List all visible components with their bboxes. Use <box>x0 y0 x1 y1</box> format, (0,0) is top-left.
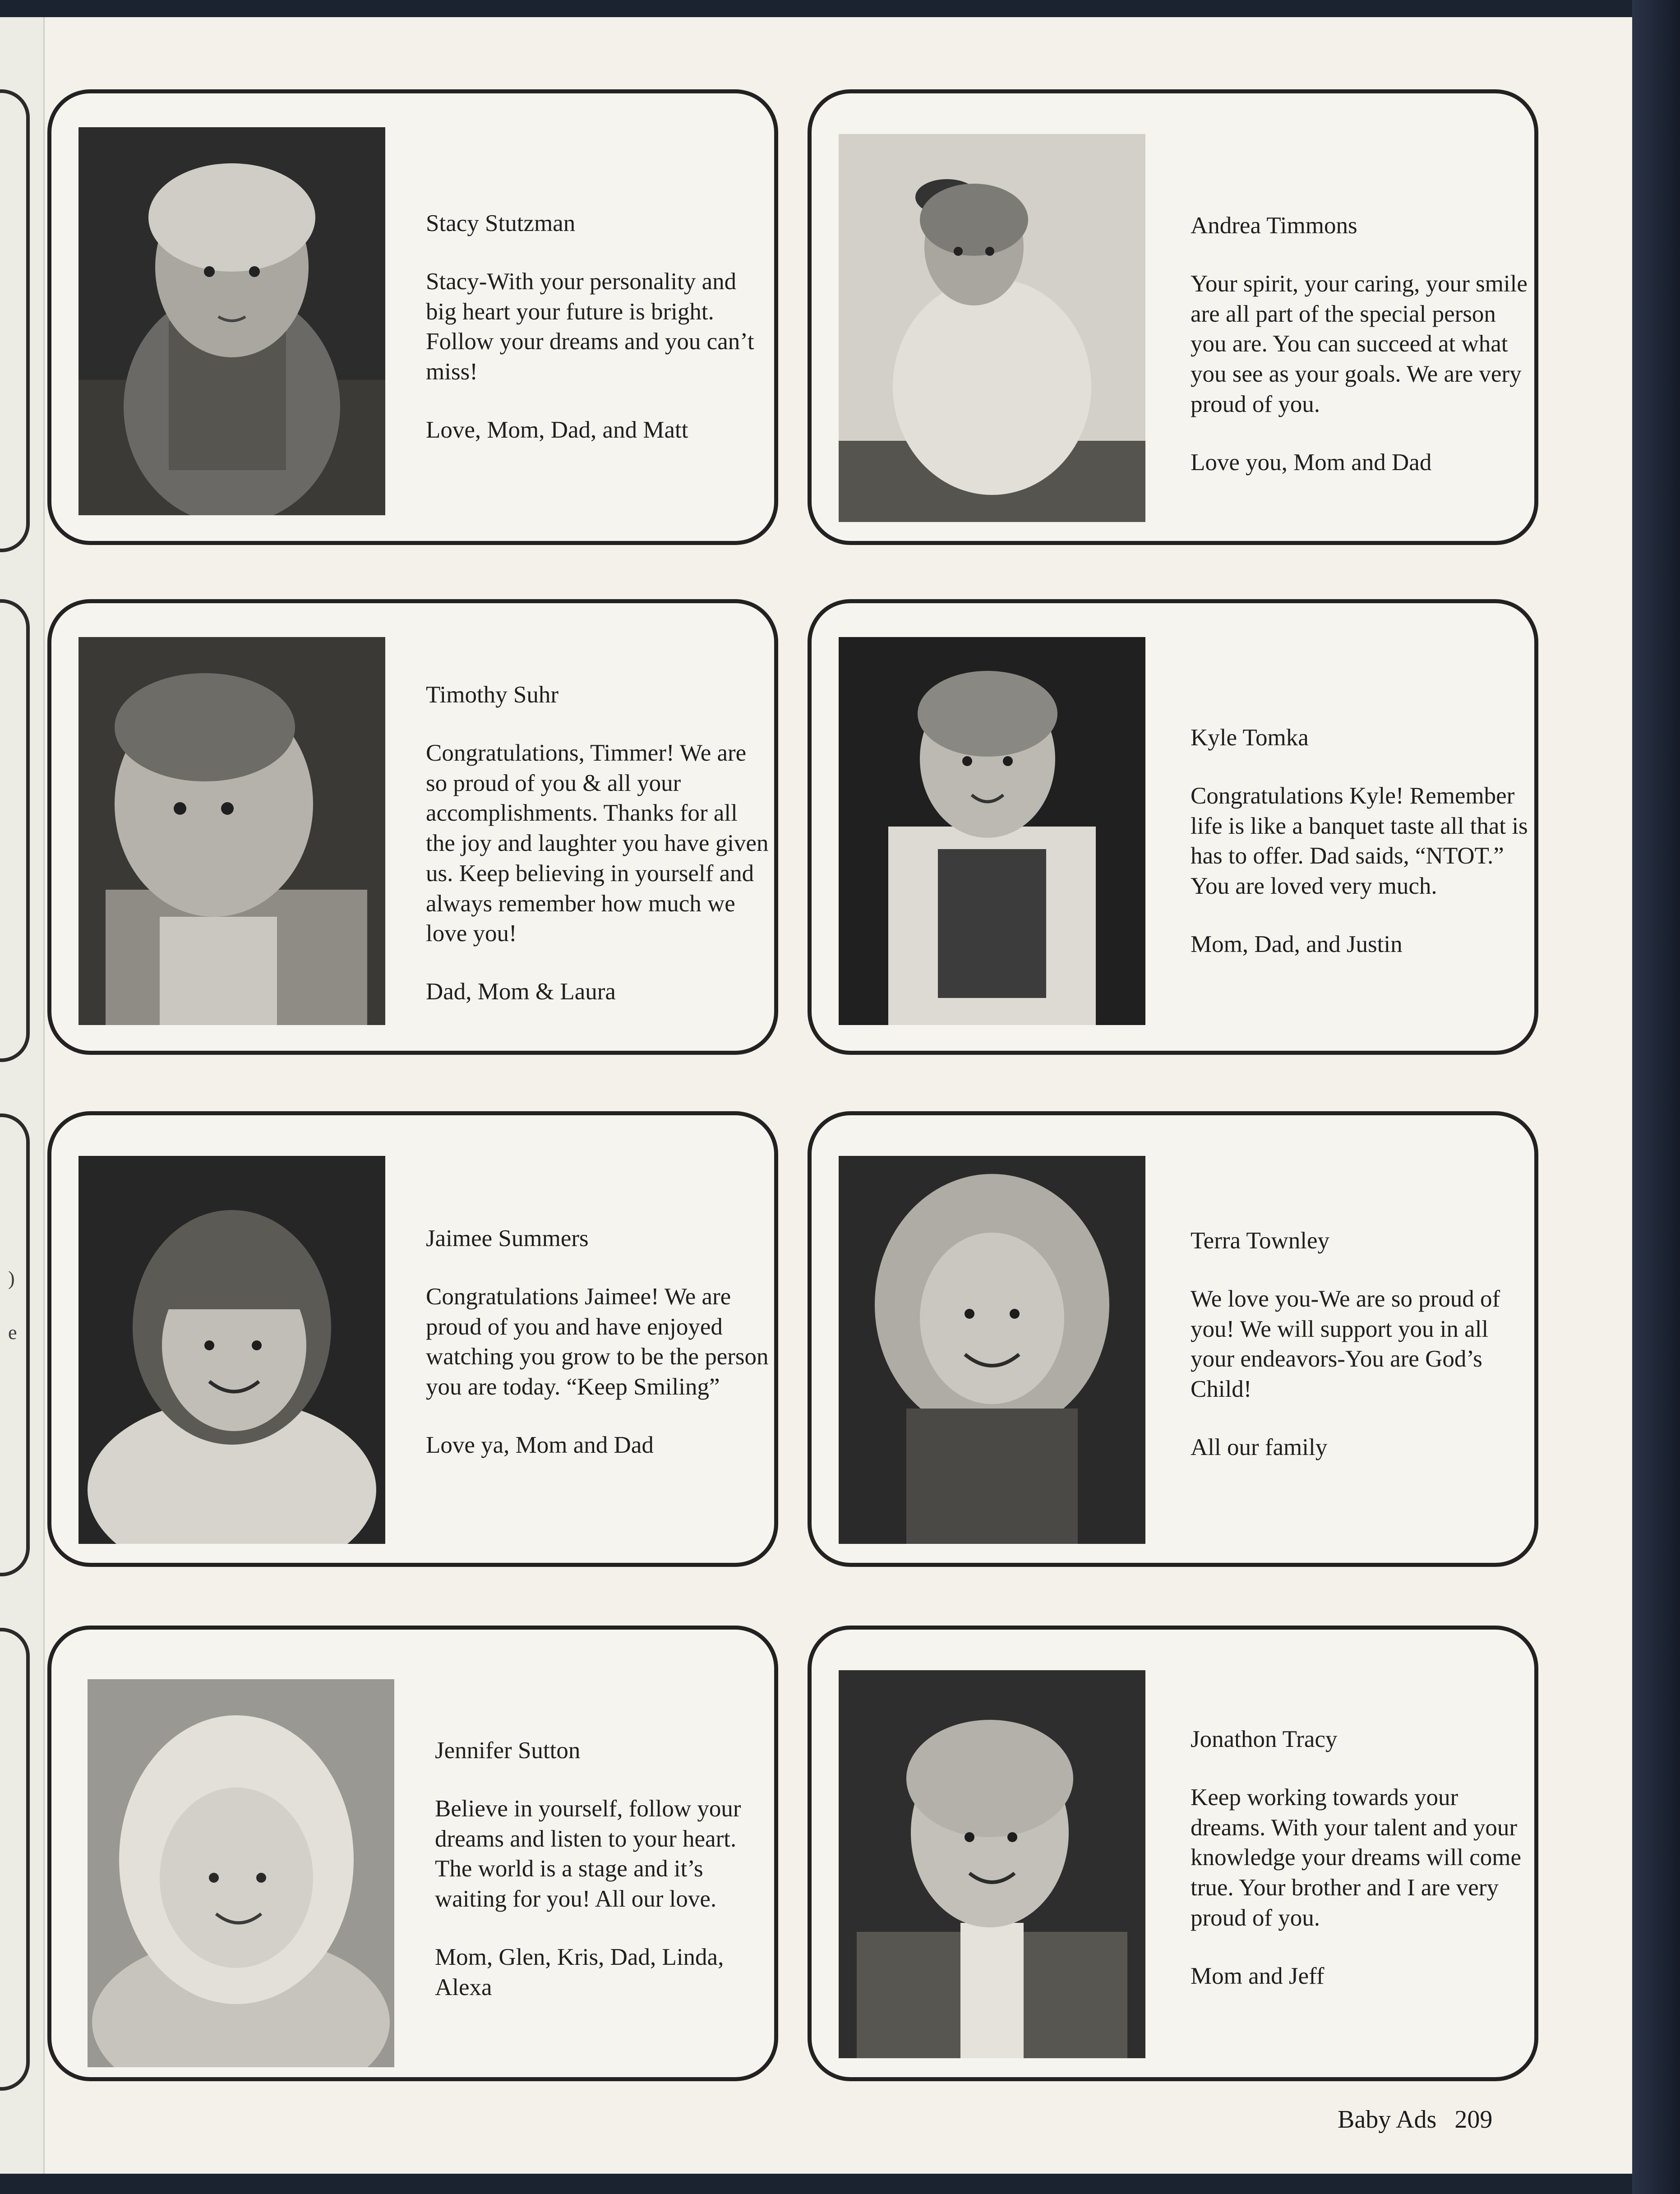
ad-text <box>435 1736 778 2002</box>
child-name: Terra Townley <box>1191 1228 1330 1254</box>
baby-photo <box>839 134 1145 522</box>
baby-ad-card <box>47 1111 778 1567</box>
yearbook-page <box>0 17 1632 2174</box>
child-name: Jaimee Summers <box>426 1225 589 1252</box>
baby-photo <box>88 1679 394 2067</box>
ad-message: Believe in yourself, follow your dreams and listen to your heart. The world is a stage and it’s waiting for you! All our love. <box>435 1795 741 1912</box>
baby-ad-card <box>47 599 778 1055</box>
previous-page-char: ) <box>8 1267 15 1289</box>
ad-message: Congratulations Jaimee! We are proud of you and have enjoyed watching you grow to be the person you are today. “Keep Smiling” <box>426 1283 769 1400</box>
book-binding <box>1632 0 1680 2194</box>
baby-ad-card <box>47 1626 778 2081</box>
baby-photo <box>839 637 1145 1025</box>
ad-text <box>1191 1724 1533 1991</box>
previous-page-card-edge <box>0 599 30 1062</box>
ad-signature: Mom, Glen, Kris, Dad, Linda, Alexa <box>435 1944 724 2000</box>
ad-text <box>426 680 769 1007</box>
ad-message: We love you-We are so proud of you! We will support you in all your endeavors-You are God’s Child! <box>1191 1285 1500 1403</box>
page-footer <box>1338 2105 1510 2134</box>
child-name: Kyle Tomka <box>1191 725 1309 751</box>
ad-text <box>1191 1226 1533 1463</box>
previous-page-char: e <box>8 1321 17 1344</box>
ad-message: Congratulations, Timmer! We are so proud of you & all your accomplishments. Thanks for all the joy and laughter you have given us. Keep believing in yourself and always remember how much we love you! <box>426 739 769 947</box>
previous-page-card-edge <box>0 89 30 552</box>
baby-ad-card <box>808 599 1538 1055</box>
baby-photo <box>78 637 385 1025</box>
baby-photo <box>78 127 385 515</box>
ad-message: Keep working towards your dreams. With your talent and your knowledge your dreams will come true. Your brother and I are very proud of you. <box>1191 1784 1521 1931</box>
ad-text <box>426 208 769 445</box>
baby-ad-card <box>47 89 778 545</box>
child-name: Jonathon Tracy <box>1191 1726 1338 1752</box>
previous-page-card-edge <box>0 1628 30 2091</box>
baby-ad-card <box>808 89 1538 545</box>
ad-text <box>426 1224 769 1460</box>
baby-photo <box>839 1670 1145 2058</box>
ad-signature: Love you, Mom and Dad <box>1191 449 1432 476</box>
baby-photo <box>78 1156 385 1544</box>
ad-signature: Mom, Dad, and Justin <box>1191 931 1403 957</box>
ad-message: Congratulations Kyle! Remember life is like a banquet taste all that is has to offer. Dad saids, “NTOT.” You are loved very much. <box>1191 782 1528 900</box>
child-name: Jennifer Sutton <box>435 1737 581 1764</box>
baby-photo <box>839 1156 1145 1544</box>
previous-page-card-edge <box>0 1113 30 1576</box>
ad-message: Stacy-With your personality and big heart your future is bright. Follow your dreams and you can’t miss! <box>426 268 754 385</box>
ad-text <box>1191 723 1533 960</box>
child-name: Stacy Stutzman <box>426 210 576 236</box>
baby-ad-card <box>808 1626 1538 2081</box>
page-number: 209 <box>1454 2106 1493 2134</box>
baby-ad-card <box>808 1111 1538 1567</box>
child-name: Timothy Suhr <box>426 682 559 708</box>
previous-page-edge <box>0 17 45 2174</box>
section-label: Baby Ads <box>1338 2106 1437 2134</box>
ad-message: Your spirit, your caring, your smile are all part of the special person you are. You can succeed at what you see as your goals. We are very proud of you. <box>1191 270 1528 417</box>
ad-signature: Dad, Mom & Laura <box>426 979 616 1005</box>
ad-signature: All our family <box>1191 1434 1328 1460</box>
ad-text <box>1191 211 1533 477</box>
ad-signature: Love, Mom, Dad, and Matt <box>426 416 688 443</box>
ad-signature: Mom and Jeff <box>1191 1963 1325 1989</box>
ad-signature: Love ya, Mom and Dad <box>426 1432 654 1458</box>
child-name: Andrea Timmons <box>1191 212 1357 239</box>
